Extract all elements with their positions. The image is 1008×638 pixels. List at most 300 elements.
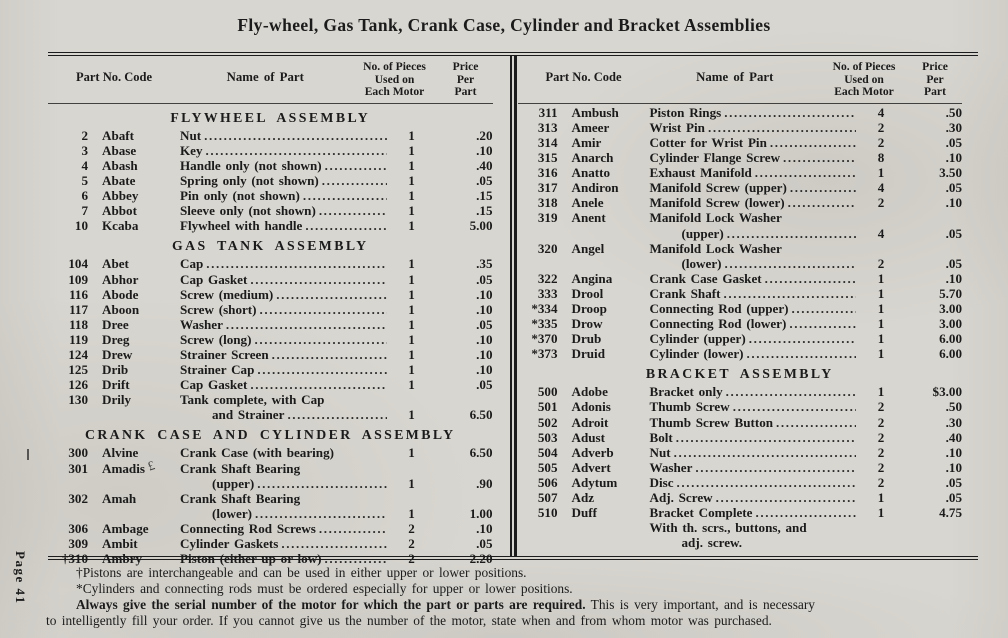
price-cell: .35 <box>476 256 493 272</box>
part-name-text: Strainer Cap <box>180 362 255 378</box>
name-cell <box>180 158 387 173</box>
pieces-cell: 1 <box>408 142 415 158</box>
name-cell <box>180 392 387 407</box>
part-name-text: Crank Shaft <box>649 285 721 301</box>
price-cell: .10 <box>476 286 493 302</box>
part-name-text: Manifold Screw (lower) <box>649 195 785 211</box>
price-cell: .10 <box>945 459 962 475</box>
code-cell: Ameer <box>571 119 610 135</box>
part-name-text: (upper) <box>212 475 255 491</box>
part-row-line <box>518 331 963 346</box>
part-no-cell: *370 <box>531 331 558 347</box>
code-cell: Aboon <box>102 301 140 317</box>
name-cell <box>650 286 857 301</box>
price-cell: .10 <box>476 301 493 317</box>
name-cell <box>650 105 857 120</box>
name-cell <box>650 535 857 550</box>
part-no-cell: 301 <box>68 460 88 476</box>
name-cell <box>180 461 387 476</box>
code-cell: Advert <box>571 459 611 475</box>
part-no-cell: *334 <box>531 301 558 316</box>
part-row-line <box>518 535 963 550</box>
dot-leader <box>322 551 387 566</box>
dot-leader <box>722 256 857 271</box>
code-cell: Andiron <box>571 180 619 196</box>
pieces-cell: 2 <box>877 429 885 445</box>
name-cell <box>180 491 387 506</box>
dot-leader <box>269 347 387 362</box>
name-cell <box>650 135 857 150</box>
part-name-text: Cotter for Wrist Pin <box>649 134 767 150</box>
header-no-of-pieces: No. of Pieces Used on Each Motor <box>363 60 426 99</box>
part-no-cell: 320 <box>537 240 558 256</box>
code-cell: Abet <box>102 256 129 272</box>
price-cell: .15 <box>476 203 493 219</box>
dot-leader <box>671 445 856 460</box>
code-cell: Kcaba <box>102 218 139 234</box>
part-name-text: Manifold Lock Washer <box>649 240 782 256</box>
pieces-cell: 2 <box>877 459 885 475</box>
part-no-cell: 306 <box>68 520 88 536</box>
price-cell: .50 <box>945 104 962 120</box>
dot-leader <box>319 173 387 188</box>
dot-leader <box>730 399 856 414</box>
price-cell <box>437 461 493 476</box>
name-cell <box>180 188 387 203</box>
name-cell <box>650 384 857 399</box>
pieces-cell <box>387 392 437 407</box>
part-no-cell: 333 <box>537 285 558 301</box>
part-name-text: adj. screw. <box>681 535 743 551</box>
section-heading: GAS TANK ASSEMBLY <box>171 238 369 254</box>
price-cell: .30 <box>945 414 962 430</box>
price-cell: 6.00 <box>939 331 962 347</box>
part-row-line <box>518 384 963 399</box>
part-name-text: Key <box>180 142 203 158</box>
name-cell <box>180 302 387 317</box>
part-name-text: With th. scrs., buttons, and <box>649 520 807 536</box>
name-cell <box>180 445 387 460</box>
price-cell <box>906 210 962 225</box>
code-cell: Adz <box>571 490 595 506</box>
price-cell: .05 <box>945 225 962 241</box>
pieces-cell: 2 <box>877 444 885 460</box>
price-cell: 6.50 <box>469 445 493 461</box>
part-no-cell: 319 <box>537 210 558 226</box>
price-cell <box>906 535 962 550</box>
part-row-line <box>48 188 493 203</box>
pieces-cell: 2 <box>877 195 885 211</box>
name-cell <box>650 301 857 316</box>
code-cell: Droop <box>571 301 607 316</box>
name-cell <box>650 331 857 346</box>
part-row-line <box>518 210 963 225</box>
part-row-line <box>48 332 493 347</box>
dot-leader <box>752 505 856 520</box>
name-cell <box>650 475 857 490</box>
part-row-line <box>518 399 963 414</box>
price-cell: .05 <box>476 316 493 332</box>
dot-leader <box>257 302 387 317</box>
name-cell <box>180 256 387 271</box>
pieces-cell <box>856 241 906 256</box>
pieces-cell: 1 <box>408 316 415 332</box>
code-cell: Ambit <box>102 536 138 552</box>
code-cell: Anatto <box>571 165 611 181</box>
price-cell: .15 <box>476 188 493 204</box>
part-row-line <box>518 256 963 271</box>
part-name-text: Crank Case Gasket <box>649 270 762 286</box>
pieces-cell: 4 <box>877 180 885 196</box>
part-row-line <box>48 287 493 302</box>
code-cell: Dreg <box>102 331 130 347</box>
part-row-line <box>48 392 493 407</box>
page-title: Fly-wheel, Gas Tank, Crank Case, Cylinder and Bracket Assemblies <box>237 15 771 35</box>
code-cell <box>558 535 650 550</box>
name-cell <box>650 150 857 165</box>
part-name-text: Crank Case (with bearing) <box>180 445 334 461</box>
part-row-line <box>518 316 963 331</box>
code-cell: Adobe <box>571 384 608 400</box>
part-row-line <box>518 241 963 256</box>
name-cell <box>180 506 387 521</box>
name-cell <box>180 362 387 377</box>
part-row-line <box>48 128 493 143</box>
dot-leader <box>278 536 386 551</box>
price-cell <box>437 491 493 506</box>
part-name-text: (upper) <box>681 225 724 241</box>
part-name-text: (lower) <box>681 255 722 271</box>
price-cell: .10 <box>945 444 962 460</box>
footnote-pistons: †Pistons are interchangeable and can be used in either upper or lower positions. <box>76 565 527 580</box>
price-cell: .20 <box>476 127 493 143</box>
name-cell <box>180 407 387 422</box>
code-cell <box>558 256 650 271</box>
dot-leader <box>692 460 856 475</box>
part-no-cell <box>518 256 558 271</box>
part-name-text: Manifold Screw (upper) <box>649 180 787 196</box>
pieces-cell: 1 <box>408 362 415 378</box>
pieces-cell: 1 <box>408 256 415 272</box>
name-cell <box>180 143 387 158</box>
price-cell: .05 <box>476 536 493 552</box>
part-row-line <box>48 158 493 173</box>
price-cell: .05 <box>476 271 493 287</box>
header-part-no-code: Part No. Code <box>545 70 622 84</box>
part-no-cell: 318 <box>537 195 558 211</box>
name-cell <box>650 490 857 505</box>
part-row-line <box>518 301 963 316</box>
dot-leader <box>251 332 386 347</box>
part-no-cell: 502 <box>537 414 558 430</box>
part-row-line <box>48 506 493 521</box>
ink-smudge-artifact: £ <box>145 457 157 474</box>
price-cell: .40 <box>945 429 962 445</box>
part-name-text: Tank complete, with Cap <box>180 392 325 408</box>
pieces-cell: 1 <box>408 157 415 173</box>
left-column <box>48 56 509 567</box>
part-no-cell: 126 <box>68 377 88 393</box>
part-name-text: Handle only (not shown) <box>180 157 322 173</box>
code-cell: Angel <box>571 240 605 256</box>
price-cell: 6.50 <box>469 407 493 423</box>
code-cell: Adonis <box>571 399 611 415</box>
code-cell: Adverb <box>571 444 614 460</box>
price-cell: .10 <box>476 520 493 536</box>
part-row-line <box>48 143 493 158</box>
part-no-cell: 505 <box>537 459 558 475</box>
pieces-cell: 2 <box>408 520 415 536</box>
code-cell: Abash <box>102 157 138 173</box>
dot-leader <box>705 120 856 135</box>
header-no-of-pieces: No. of Pieces Used on Each Motor <box>832 60 896 99</box>
part-name-text: Spring only (not shown) <box>180 173 319 189</box>
part-name-text: (lower) <box>212 505 252 521</box>
part-no-cell: 302 <box>68 490 88 506</box>
column-header-right <box>518 56 963 104</box>
header-price-per-part: Price Per Part <box>452 60 479 99</box>
part-name-text: Cylinder (upper) <box>649 331 746 347</box>
pieces-cell: 2 <box>877 414 885 430</box>
part-no-cell: 315 <box>537 150 558 166</box>
price-cell: .30 <box>945 119 962 135</box>
part-row-line <box>518 475 963 490</box>
price-cell: 3.00 <box>939 316 962 332</box>
pieces-cell: 2 <box>877 399 885 415</box>
dot-leader <box>762 271 856 286</box>
code-cell: Ambry <box>102 551 143 567</box>
name-cell <box>650 445 857 460</box>
name-cell <box>650 316 857 331</box>
part-row-line <box>518 346 963 361</box>
pieces-cell: 1 <box>877 316 885 332</box>
name-cell <box>650 346 857 361</box>
pieces-cell: 2 <box>408 536 415 552</box>
dot-leader <box>302 218 386 233</box>
code-cell: Anent <box>571 210 606 226</box>
code-cell <box>88 476 180 491</box>
part-no-cell: 3 <box>81 142 88 158</box>
dot-leader <box>674 475 856 490</box>
dot-leader <box>673 430 856 445</box>
part-name-text: Nut <box>649 444 671 460</box>
pieces-cell: 1 <box>877 490 885 506</box>
code-cell <box>88 407 180 422</box>
part-row-line <box>518 490 963 505</box>
dot-leader <box>254 362 386 377</box>
name-cell <box>650 241 857 256</box>
pieces-cell: 4 <box>877 104 885 120</box>
dot-leader <box>721 105 856 120</box>
name-cell <box>180 521 387 536</box>
name-cell <box>180 332 387 347</box>
code-cell: Drool <box>571 285 604 301</box>
part-row-line <box>48 347 493 362</box>
name-cell <box>650 520 857 535</box>
part-name-text: Washer <box>180 316 223 332</box>
part-no-cell: 119 <box>69 331 88 347</box>
dot-leader <box>300 188 387 203</box>
pieces-cell: 1 <box>408 475 415 491</box>
name-cell <box>650 505 857 520</box>
part-name-text: Cylinder Gaskets <box>180 536 279 552</box>
part-row-line <box>518 271 963 286</box>
price-cell: .10 <box>476 347 493 362</box>
code-cell: Anele <box>571 195 604 211</box>
code-cell: Ambage <box>102 520 149 536</box>
part-name-text: Pin only (not shown) <box>180 188 300 204</box>
part-row-line <box>48 407 493 422</box>
pieces-cell: 1 <box>408 271 415 287</box>
part-name-text: Bracket only <box>649 384 723 400</box>
part-no-cell: 504 <box>537 444 558 460</box>
part-no-cell: 506 <box>537 474 558 490</box>
code-cell: Amir <box>571 134 602 150</box>
part-no-cell: 510 <box>537 505 558 521</box>
part-row-line <box>518 286 963 301</box>
price-cell: .05 <box>945 180 962 196</box>
price-cell: .05 <box>945 255 962 271</box>
price-cell: .05 <box>476 377 493 393</box>
part-no-cell: 117 <box>69 301 88 317</box>
price-cell: .05 <box>945 474 962 490</box>
part-no-cell <box>518 535 558 550</box>
part-no-cell <box>518 226 558 241</box>
section-heading: BRACKET ASSEMBLY <box>645 366 834 382</box>
part-no-cell: *335 <box>531 316 558 332</box>
price-cell: 5.00 <box>469 218 493 234</box>
dot-leader <box>744 346 857 361</box>
code-cell: Abode <box>102 286 139 302</box>
code-cell: Ambush <box>571 104 619 120</box>
pieces-cell: 1 <box>408 445 415 461</box>
part-row-line <box>48 317 493 332</box>
name-cell <box>650 165 857 180</box>
price-cell: 2.20 <box>469 551 493 567</box>
section-heading: FLYWHEEL ASSEMBLY <box>170 109 371 125</box>
code-cell: Drift <box>102 377 130 393</box>
part-no-cell: 124 <box>68 347 88 362</box>
name-cell <box>180 317 387 332</box>
dot-leader <box>724 226 856 241</box>
footnote-serial-number-continued: to intelligently fill your order. If you cannot give us the number of the motor, state when and from whom motor was purchased. <box>46 612 772 628</box>
name-cell <box>650 195 857 210</box>
part-name-text: Connecting Rod (upper) <box>649 301 789 316</box>
pieces-cell: 1 <box>408 407 415 423</box>
dot-leader <box>223 317 387 332</box>
pieces-cell: 8 <box>877 150 885 166</box>
part-no-cell <box>518 520 558 535</box>
price-cell: .50 <box>945 399 962 415</box>
part-row-line <box>48 302 493 317</box>
part-row-line <box>518 180 963 195</box>
price-cell: .10 <box>476 331 493 347</box>
part-no-cell: †310 <box>61 551 88 567</box>
part-name-text: Screw (long) <box>180 331 252 347</box>
part-no-cell: 104 <box>68 256 88 272</box>
footnote-serial-number: Always give the serial number of the motor for which the part or parts are required. This is very important, and is necessary <box>76 596 815 612</box>
price-cell: $3.00 <box>932 384 962 400</box>
part-no-cell: 130 <box>68 392 88 408</box>
part-no-cell: 125 <box>68 362 88 378</box>
dot-leader <box>254 476 386 491</box>
part-row-line <box>518 460 963 475</box>
part-row-line <box>48 521 493 536</box>
code-cell: Dree <box>102 316 129 332</box>
part-row-line <box>518 135 963 150</box>
pieces-cell: 1 <box>408 203 415 219</box>
part-no-cell: 7 <box>81 203 88 219</box>
price-cell: 5.70 <box>939 285 962 301</box>
part-no-cell: *373 <box>531 346 558 362</box>
pieces-cell: 2 <box>877 474 885 490</box>
pieces-cell <box>387 461 437 476</box>
part-row-line <box>48 476 493 491</box>
pieces-cell: 2 <box>408 551 415 567</box>
part-no-cell <box>48 506 88 521</box>
code-cell: Druid <box>571 346 605 362</box>
code-cell: Adust <box>571 429 605 445</box>
price-cell: .10 <box>945 195 962 211</box>
name-cell <box>180 203 387 218</box>
part-name-text: Piston Rings <box>649 104 722 120</box>
part-no-cell: 314 <box>537 134 558 150</box>
part-row-line <box>48 173 493 188</box>
part-row-line <box>518 105 963 120</box>
part-name-text: Adj. Screw <box>649 490 713 506</box>
part-no-cell: 500 <box>537 384 558 400</box>
dot-leader <box>201 128 386 143</box>
name-cell <box>650 120 857 135</box>
pieces-cell: 1 <box>877 301 885 316</box>
part-no-cell: 10 <box>74 218 88 234</box>
pieces-cell: 1 <box>877 165 885 181</box>
pieces-cell <box>856 520 906 535</box>
name-cell <box>180 377 387 392</box>
part-name-text: Wrist Pin <box>649 119 705 135</box>
part-name-text: Bolt <box>649 429 673 445</box>
price-cell: 1.00 <box>469 505 493 521</box>
header-name-of-part: Name of Part <box>226 70 304 84</box>
page-number-label: Page 41 <box>13 551 28 605</box>
part-row-line <box>48 461 493 476</box>
part-row-line <box>518 150 963 165</box>
dot-leader <box>316 203 387 218</box>
pieces-cell: 1 <box>877 384 885 400</box>
dot-leader <box>789 301 856 316</box>
price-cell: .40 <box>476 157 493 173</box>
part-name-text: Bracket Complete <box>649 505 753 521</box>
pieces-cell: 1 <box>408 331 415 347</box>
price-cell: .90 <box>476 475 493 491</box>
code-cell <box>558 226 650 241</box>
name-cell <box>180 536 387 551</box>
part-no-cell: 309 <box>68 536 88 552</box>
pieces-cell: 1 <box>408 173 415 189</box>
dot-leader <box>786 316 856 331</box>
part-row-line <box>48 551 493 566</box>
name-cell <box>650 226 857 241</box>
pieces-cell: 1 <box>408 188 415 204</box>
part-no-cell: 118 <box>69 316 88 332</box>
part-row-line <box>518 226 963 241</box>
part-row-line <box>518 520 963 535</box>
dot-leader <box>720 286 856 301</box>
part-row-line <box>48 445 493 460</box>
part-name-text: Screw (medium) <box>180 286 274 302</box>
pieces-cell: 1 <box>877 505 885 521</box>
dot-leader <box>252 506 387 521</box>
